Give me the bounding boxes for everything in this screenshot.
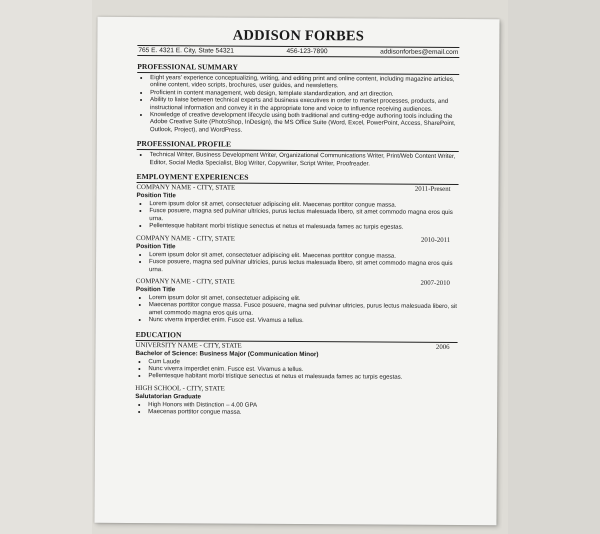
job-duties-list (136, 294, 458, 326)
list-item: • Technical Writer, Business Development Writer, Organizational Communications Writer, Print/Web Content Writer, Editor, Social Media Specialist, Blog Writer, Copywriter, Script Writer, Proofreader. (150, 151, 459, 168)
resume-paper (94, 17, 499, 525)
contact-email: addisonforbes@email.com (380, 48, 459, 56)
school-degree: Bachelor of Science: Business Major (Communication Minor) (135, 349, 319, 358)
list-item: • Fusce posuere, magna sed pulvinar ultricies, purus lectus malesuada libero, sit amet commodo magna eros quis urna. (149, 208, 458, 225)
list-item: • Lorem ipsum dolor sit amet, consectetuer adipiscing elit. Maecenas porttitor congue massa. (149, 200, 458, 209)
job-duties-list (136, 251, 458, 275)
contact-bar (137, 45, 459, 58)
contact-phone: 456-123-7890 (286, 47, 328, 56)
list-item: • Maecenas porttitor congue massa. Fusce posuere, magna sed pulvinar ultricies, purus lectus malesuada libero, sit amet commodo magna eros quis urna. (149, 301, 458, 318)
profile-list (137, 151, 459, 168)
section-title-profile: PROFESSIONAL PROFILE (137, 139, 459, 152)
job-dates: 2007-2010 (420, 279, 450, 287)
job-position: Position Title (135, 285, 176, 294)
section-title-employment: EMPLOYMENT EXPERIENCES (137, 172, 459, 185)
list-item: • High Honors with Distinction – 4.00 GPA (148, 401, 457, 410)
job-dates: 2011-Present (414, 185, 451, 193)
background-left (0, 0, 92, 534)
list-item: • Proficient in content management, web design, template standardization, and art direction. (150, 89, 459, 98)
background-right (508, 0, 600, 534)
list-item: • Eight years' experience conceptualizing, writing, and editing print and online content, including magazine articles, online content, video scripts, brochures, user guides, and newsletters. (150, 74, 459, 91)
job-duties-list (136, 200, 458, 232)
job-position: Position Title (136, 242, 176, 250)
list-item: • Nunc viverra imperdiet enim. Fusce est. Vivamus a tellus. (148, 365, 457, 374)
section-title-summary: PROFESSIONAL SUMMARY (137, 62, 459, 75)
school-name: UNIVERSITY NAME - CITY, STATE (135, 341, 242, 350)
list-item: • Pellentesque habitant morbi tristique senectus et netus et malesuada fames ac turpis egestas. (148, 372, 457, 381)
school-degree: Salutatorian Graduate (135, 392, 202, 401)
list-item: • Nunc viverra imperdiet enim. Fusce est. Vivamus a tellus. (149, 316, 458, 325)
job-company: COMPANY NAME - CITY, STATE (135, 277, 235, 286)
school-dates: 2006 (435, 343, 450, 351)
resume-name: ADDISON FORBES (232, 27, 365, 45)
list-item: • Knowledge of creative development lifecycle using both traditional and cutting-edge authoring tools including the Adobe Creative Suite (PhotoShop, InDesign), the MS Office Suite (Word, Excel, PowerPoint, Access, SharePoint, Outlook, Project), and WordPress. (150, 111, 459, 135)
job-dates: 2010-2011 (420, 236, 451, 244)
list-item: • Maecenas porttitor congue massa. (148, 408, 457, 417)
resume-content (135, 26, 459, 418)
list-item: • Lorem ipsum dolor sit amet, consectetuer adipiscing elit. Maecenas porttitor congue massa. (149, 251, 458, 260)
list-item: • Lorem ipsum dolor sit amet, consectetuer adipiscing elit. (149, 294, 458, 303)
job-company: COMPANY NAME - CITY, STATE (136, 234, 235, 243)
contact-address: 765 E. 4321 E. City, State 54321 (138, 47, 234, 55)
summary-list (137, 74, 459, 135)
job-company: COMPANY NAME - CITY, STATE (136, 184, 236, 192)
job-position: Position Title (136, 192, 176, 200)
school-name: HIGH SCHOOL - CITY, STATE (135, 384, 225, 393)
school-details-list (135, 401, 457, 418)
list-item: • Pellentesque habitant morbi tristique senectus et netus et malesuada fames ac turpis egestas. (149, 222, 458, 231)
school-details-list (135, 358, 457, 382)
section-title-education: EDUCATION (136, 330, 458, 343)
school-dates (449, 387, 457, 395)
list-item: • Fusce posuere, magna sed pulvinar ultricies, purus lectus malesuada libero, sit amet commodo magna eros quis urna. (149, 258, 458, 275)
list-item: • Ability to liaise between technical experts and business executives in order to market processes, products, and instructional information and convey it in the appropriate tone and voice to influence receiving audiences. (150, 96, 459, 113)
list-item: • Cum Laude (148, 358, 457, 367)
